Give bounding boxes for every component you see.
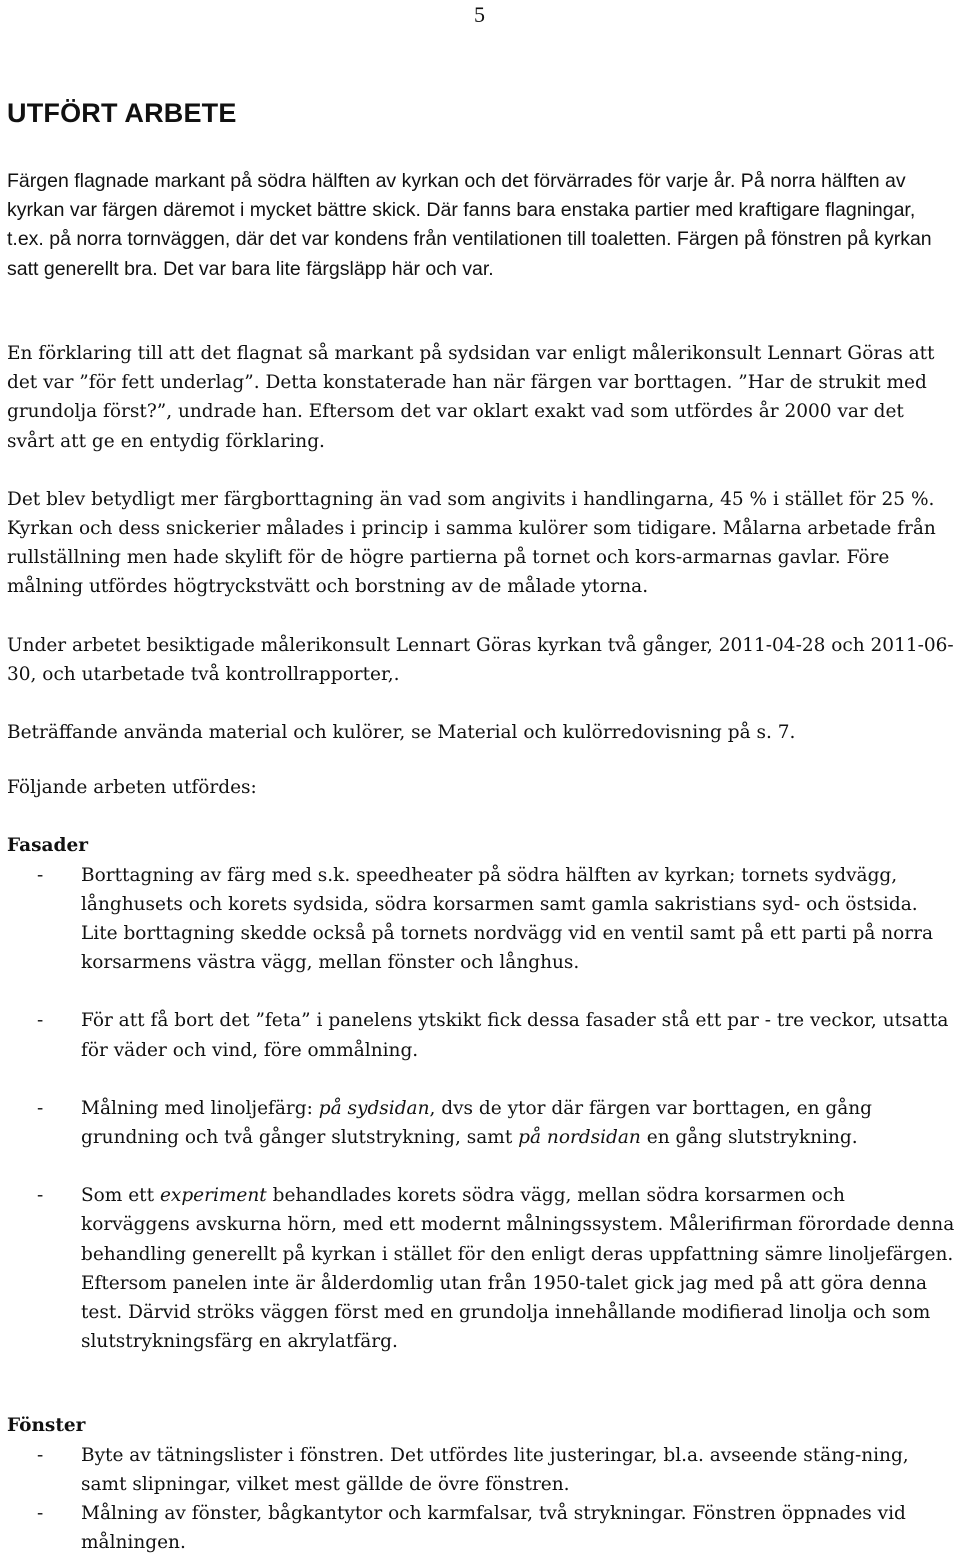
text-segment: , dvs de ytor där färgen var borttagen, en gång grundning och två gånger slutstrykning, samt [81, 1097, 873, 1149]
list-dash: - [37, 1010, 44, 1032]
paragraph-extra-removal: Det blev betydligt mer färgborttagning än vad som angivits i handlingarna, 45 % i stället för 25 %. Kyrkan och dess snickerier målades i princip i samma kulörer som tidigare. Målarna arbetade från rullställning men hade skylift för de högre partierna på tornet och kors-armarnas gavlar. Före målning utfördes högtryckstvätt och borstning av de målade ytorna. [7, 488, 936, 598]
list-item [7, 861, 955, 978]
list-item-text [81, 1098, 872, 1148]
list-dash: - [37, 1444, 44, 1466]
paragraph-inspection: Under arbetet besiktigade målerikonsult Lennart Göras kyrkan två gånger, 2011-04-28 och 2011-06-30, och utarbetade två kontrollrapporter,. [7, 634, 954, 685]
text-segment: en gång slutstrykning. [640, 1127, 858, 1149]
paragraph-explanation: En förklaring till att det flagnat så markant på sydsidan var enligt målerikonsult Lennart Göras att det var ”för fett underlag”. Detta konstaterade han när färgen var borttagen. ”Har de strukit med grundolja först?”, undrade han. Eftersom det var oklart exakt vad som utfördes år 2000 var det svårt att ge en entydig förklaring. [7, 343, 935, 452]
italic-text: experiment [159, 1185, 267, 1207]
page-number: 5 [474, 2, 485, 27]
list-dash: - [37, 1097, 44, 1119]
text-segment: Som ett [81, 1185, 160, 1207]
list-item-text: Byte av tätningslister i fönstren. Det utfördes lite justeringar, bl.a. avseende stäng-ning, samt slipningar, vilket mest gällde de övre fönstren. [81, 1444, 909, 1495]
list-dash: - [37, 1503, 44, 1525]
paragraph-material-reference: Beträffande använda material och kulörer, se Material och kulörredovisning på s. 7. [7, 722, 796, 744]
fonster-list [7, 1441, 955, 1558]
section-title-fasader: Fasader [7, 835, 88, 857]
list-dash: - [37, 864, 44, 886]
fasader-list [7, 861, 955, 1357]
list-item [7, 1006, 955, 1064]
text-segment: behandlades korets södra vägg, mellan södra korsarmen och korväggens avskurna hörn, med ett modernt målningssystem. Målerifirman förordade denna behandling generellt på kyrkan i stället för den enligt deras uppfattning sämre linoljefärgen. Eftersom panelen inte är ålderdomlig utan från 1950-talet gick jag med på att göra denna test. Därvid ströks väggen först med en grundolja innehållande modifierad linolja och som slutstrykningsfärg en akrylatfärg. [81, 1185, 955, 1353]
page-title: UTFÖRT ARBETE [7, 98, 237, 128]
list-item [7, 1181, 955, 1356]
list-dash: - [37, 1185, 44, 1207]
paragraph-work-intro: Följande arbeten utfördes: [7, 777, 257, 799]
list-item [7, 1441, 955, 1499]
list-item-text: Målning av fönster, bågkantytor och karmfalsar, två strykningar. Fönstren öppnades vid målningen. [81, 1503, 906, 1554]
italic-text: på sydsidan [318, 1097, 430, 1119]
intro-paragraph: Färgen flagnade markant på södra hälften av kyrkan och det förvärrades för varje år. På norra hälften av kyrkan var färgen däremot i mycket bättre skick. Där fanns bara enstaka partier med kraftigare flagningar, t.ex. på norra tornväggen, där det var kondens från ventilationen till toaletten. Färgen på fönstren på kyrkan satt generellt bra. Det var bara lite färgsläpp här och var. [7, 170, 932, 280]
list-item-text: För att få bort det ”feta” i panelens ytskikt fick dessa fasader stå ett par - tre veckor, utsatta för väder och vind, före ommålning. [81, 1010, 949, 1061]
list-item-text [81, 1185, 954, 1352]
list-item [7, 1499, 955, 1557]
body-text [7, 339, 955, 1558]
text-segment: Målning med linoljefärg: [81, 1097, 319, 1119]
list-item [7, 1094, 955, 1152]
list-item-text: Borttagning av färg med s.k. speedheater på södra hälften av kyrkan; tornets sydvägg, långhusets och korets sydsida, södra korsarmen samt gamla sakristians syd- och östsida. Lite borttagning skedde också på tornets nordvägg vid en ventil samt på ett parti på norra korsarmens västra vägg, mellan fönster och långhus. [81, 864, 934, 974]
italic-text: på nordsidan [518, 1127, 641, 1149]
section-title-fonster: Fönster [7, 1415, 86, 1437]
